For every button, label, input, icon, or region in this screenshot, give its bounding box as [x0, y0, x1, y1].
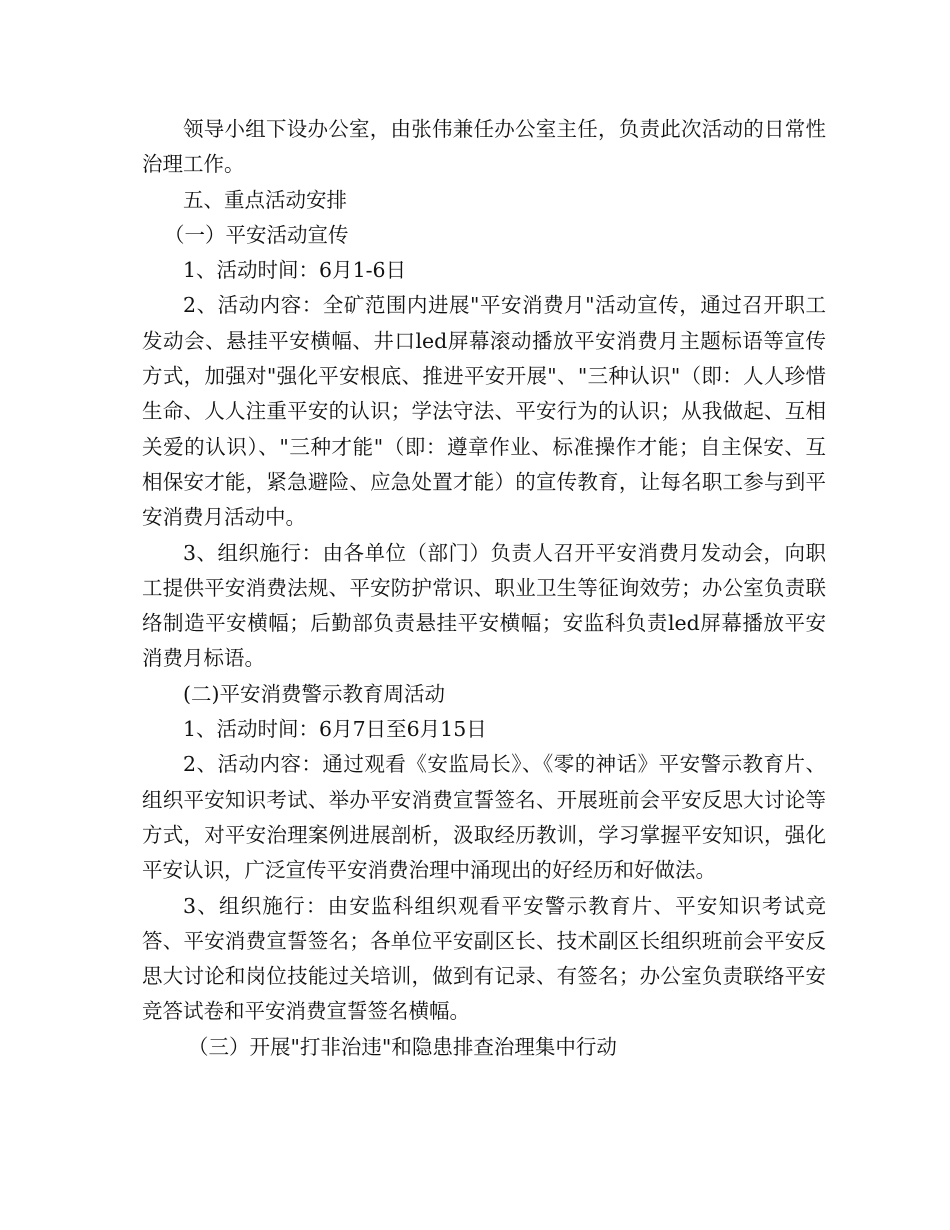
paragraph-implementation-2: 3、组织施行：由安监科组织观看平安警示教育片、平安知识考试竞答、平安消费宣誓签名；各单位平安副区长、技术副区长组织班前会平安反思大讨论和岗位技能过关培训，做到有记录、有签名；办公室负责联络平安竞答试卷和平安消费宣誓签名横幅。 [142, 893, 826, 1024]
paragraph-activity-time-2: 1、活动时间：6月7日至6月15日 [183, 717, 487, 742]
section-heading-key-activities: 五、重点活动安排 [183, 187, 347, 212]
paragraph-activity-content-2: 2、活动内容：通过观看《安监局长》、《零的神话》平安警示教育片、组织平安知识考试、举办平安消费宣誓签名、开展班前会平安反思大讨论等方式，对平安治理案例进展剖析，汲取经历教训，学习掌握平安知识，强化平安认识，广泛宣传平安消费治理中涌现出的好经历和好做法。 [142, 752, 826, 883]
paragraph-implementation-1: 3、组织施行：由各单位（部门）负责人召开平安消费月发动会，向职工提供平安消费法规、平安防护常识、职业卫生等征询效劳；办公室负责联络制造平安横幅；后勤部负责悬挂平安横幅；安监科负责led屏幕播放平安消费月标语。 [142, 540, 826, 671]
paragraph-office-setup: 领导小组下设办公室，由张伟兼任办公室主任，负责此次活动的日常性治理工作。 [142, 117, 826, 177]
subsection-heading-2: (二)平安消费警示教育周活动 [183, 681, 445, 706]
paragraph-activity-content-1: 2、活动内容：全矿范围内进展"平安消费月"活动宣传，通过召开职工发动会、悬挂平安横幅、井口led屏幕滚动播放平安消费月主题标语等宣传方式，加强对"强化平安根底、推进平安开展"、"三种认识"（即：人人珍惜生命、人人注重平安的认识；学法守法、平安行为的认识；从我做起、互相关爱的认识）、"三种才能"（即：遵章作业、标准操作才能；自主保安、互相保安才能，紧急避险、应急处置才能）的宣传教育，让每名职工参与到平安消费月活动中。 [142, 293, 826, 530]
paragraph-activity-time-1: 1、活动时间：6月1-6日 [183, 258, 407, 283]
subsection-heading-1: （一）平安活动宣传 [164, 222, 349, 247]
document-page [142, 112, 826, 1065]
subsection-heading-3: （三）开展"打非治违"和隐患排查治理集中行动 [188, 1034, 617, 1059]
